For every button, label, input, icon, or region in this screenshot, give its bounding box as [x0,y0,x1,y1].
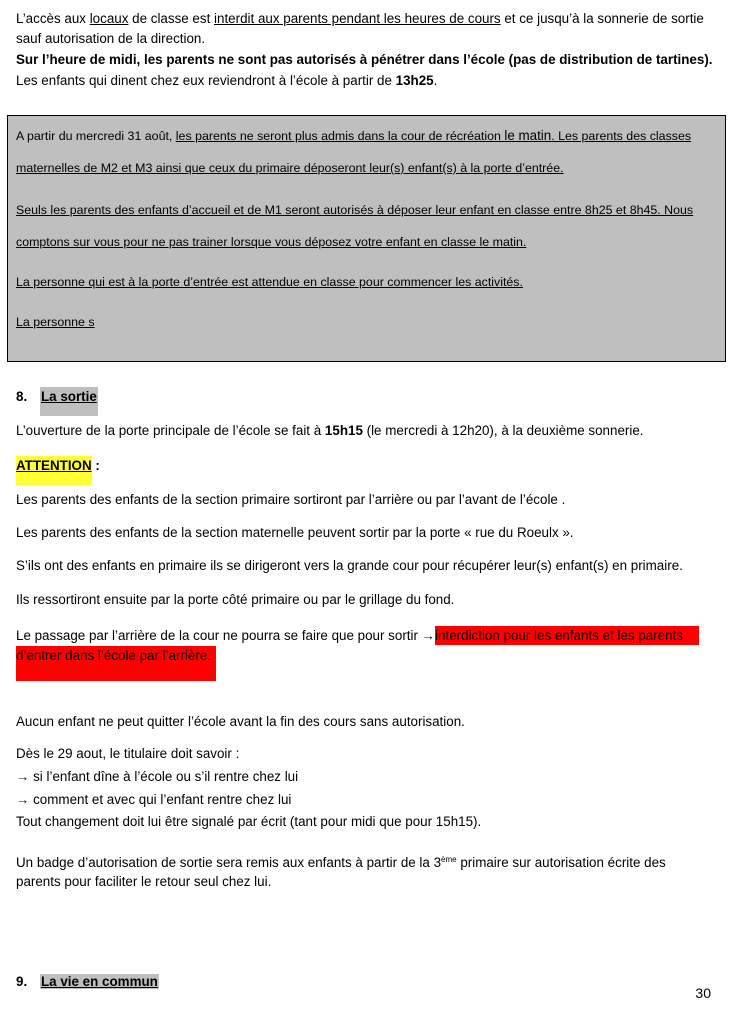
s8-line-5: Ils ressortiront ensuite par la porte côté primaire ou par le grillage du fond. [16,592,455,607]
s8-line-7 [16,646,216,681]
text: L’ouverture de la porte principale de l’école se fait à [16,423,325,438]
text-underlined: locaux [89,11,129,26]
s8-line-13 [16,850,666,872]
text: si l’enfant dîne à l’école ou s’il rentre chez lui [29,769,299,784]
s8-line-6 [16,626,699,645]
text-underlined: interdit aux parents pendant les heures de cours [214,11,501,26]
arrow-right-icon: → [421,628,436,643]
section-number: 8. [16,389,28,404]
text: et ce jusqu’à la sonnerie de sortie [500,11,704,26]
text-underlined: les parents ne seront plus admis dans la cour de récréation [175,129,505,143]
s8-line-11 [16,790,291,809]
text-highlighted-red: interdiction pour les enfants et les parents [435,626,699,645]
section-title: La vie en commun [41,974,158,989]
text-bold: 13h25 [395,73,434,88]
text: . [433,73,438,88]
intro-line-4 [16,71,437,90]
text: Les enfants qui dinent chez eux reviendront à l’école à partir de [16,73,396,88]
page-number: 30 [695,985,711,1001]
superscript: ème [441,855,457,864]
arrow-right-icon: → [16,769,30,784]
s8-line-2: Les parents des enfants de la section primaire sortiront par l’arrière ou par l’avant de l’école . [16,492,566,507]
section-8-heading [16,387,98,416]
text: primaire sur autorisation écrite des [456,855,666,870]
text-highlighted-red: d’entrer dans l’école par l’arrière. [16,646,216,681]
s8-line-14: parents pour faciliter le retour seul chez lui. [16,874,272,889]
s8-attention [16,456,100,485]
notice-line-6: La personne s [16,315,95,329]
section-number: 9. [16,974,28,989]
arrow-right-icon: → [16,792,30,807]
notice-line-3: Seuls les parents des enfants d’accueil et de M1 seront autorisés à déposer leur enfant en classe entre 8h25 et 8h45. Nous [16,203,694,217]
attention-label: ATTENTION [16,456,92,485]
s8-line-12: Tout changement doit lui être signalé par écrit (tant pour midi que pour 15h15). [16,814,482,829]
text: L’accès aux [16,11,90,26]
intro-line-2: sauf autorisation de la direction. [16,31,206,46]
notice-box [7,115,726,362]
section-9-heading [16,972,159,991]
s8-line-4: S’ils ont des enfants en primaire ils se dirigeront vers la grande cour pour récupérer leur(s) enfant(s) en primaire. [16,558,683,573]
text-underlined: . Les parents des classes [551,129,692,143]
intro-line-1 [16,9,704,28]
text: : [91,458,100,473]
text: comment et avec qui l’enfant rentre chez lui [29,792,292,807]
text-bold: 15h15 [324,423,363,438]
text-underlined: le matin [504,128,552,143]
notice-line-5: La personne qui est à la porte d’entrée est attendue en classe pour commencer les activités. [16,275,523,289]
notice-line-1 [16,127,691,145]
s8-line-8: Aucun enfant ne peut quitter l’école avant la fin des cours sans autorisation. [16,714,465,729]
s8-line-9: Dès le 29 aout, le titulaire doit savoir : [16,746,240,761]
section-title: La sortie [40,387,98,416]
notice-line-4: comptons sur vous pour ne pas trainer lorsque vous déposez votre enfant en classe le matin. [16,235,527,249]
text: de classe est [128,11,215,26]
s8-line-1 [16,421,644,440]
text: Le passage par l’arrière de la cour ne pourra se faire que pour sortir [16,628,422,643]
text: (le mercredi à 12h20), à la deuxième sonnerie. [362,423,644,438]
s8-line-10 [16,767,298,786]
s8-line-3: Les parents des enfants de la section maternelle peuvent sortir par la porte « rue du Roeulx ». [16,525,574,540]
text: Un badge d’autorisation de sortie sera remis aux enfants à partir de la 3 [16,855,442,870]
intro-line-3: Sur l’heure de midi, les parents ne sont pas autorisés à pénétrer dans l’école (pas de distribution de tartines). [16,52,713,67]
text: A partir du mercredi 31 août, [16,129,176,143]
notice-line-2: maternelles de M2 et M3 ainsi que ceux du primaire déposeront leur(s) enfant(s) à la porte d’entrée. [16,161,564,175]
